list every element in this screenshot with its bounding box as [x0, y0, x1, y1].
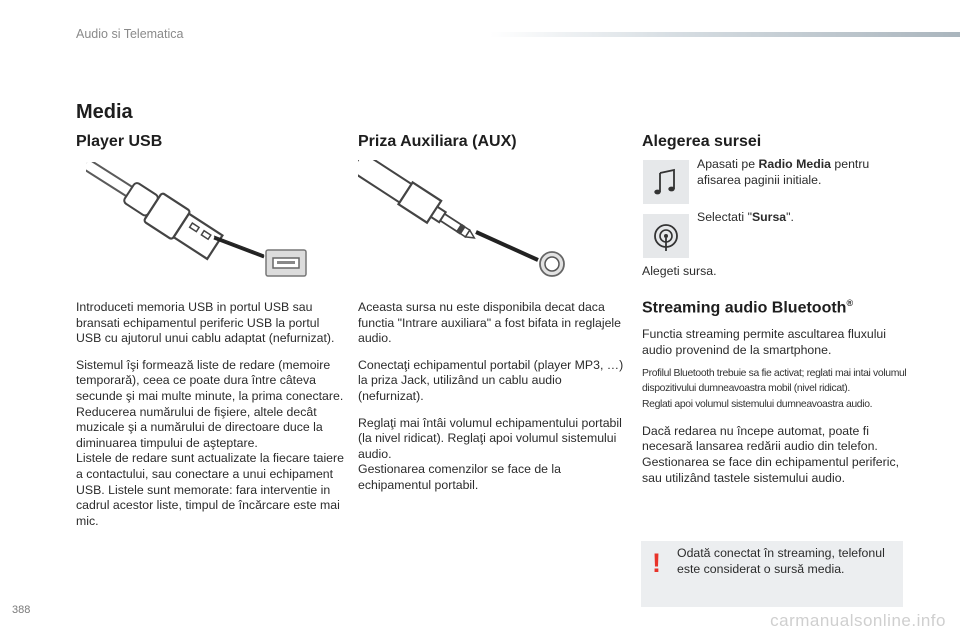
aux-text	[358, 300, 628, 494]
aux-paragraph-1: Aceasta sursa nu este disponibila decat daca functia "Intrare auxiliara" a fost bifata in reglajele audio.	[358, 300, 622, 346]
watermark: carmanualsonline.info	[770, 611, 946, 630]
bluetooth-paragraph-3: Gestionarea se face din echipamentul periferic, sau utilizând tastele sistemului audio.	[642, 454, 900, 485]
usb-paragraph-3: Reducerea numărului de fişiere, altele decât muzicale şi a numărului de directoare duce la diminuarea timpului de aşteptare.	[76, 404, 323, 450]
bluetooth-text	[642, 327, 910, 486]
aux-heading: Priza Auxiliara (AUX)	[358, 133, 517, 150]
step1-text-end: pentru afisarea paginii initiale.	[697, 157, 870, 187]
aux-paragraph-4: Gestionarea comenzilor se face de la echipamentul portabil.	[358, 462, 562, 492]
source-button[interactable]	[643, 214, 689, 258]
bluetooth-paragraph-2: Dacă redarea nu începe automat, poate fi necesară lansarea redării audio din telefon.	[642, 423, 878, 454]
usb-paragraph-1: Introduceti memoria USB in portul USB sau bransati echipamentul periferic USB la portul USB cu ajutorul unui cablu adaptat (nefurnizat).	[76, 300, 335, 346]
usb-heading: Player USB	[76, 133, 163, 150]
usb-illustration	[86, 162, 316, 284]
usb-paragraph-4: Listele de redare sunt actualizate la fiecare taiere a contactului, sau conectare a unui echipament USB. Listele sunt memorate: fara interventie in cadrul acestor liste, timpul de încărcare este mai mic.	[76, 451, 344, 528]
music-note-icon	[643, 160, 689, 204]
radio-source-icon	[643, 214, 689, 258]
source-choose: Alegeti sursa.	[642, 264, 717, 278]
bluetooth-heading	[642, 298, 932, 317]
step2-bold: Sursa	[751, 210, 787, 224]
usb-text	[76, 300, 344, 529]
bluetooth-heading-text: Streaming audio Bluetooth	[642, 299, 847, 317]
source-heading: Alegerea sursei	[642, 133, 762, 150]
step1-text: Apasati pe	[697, 157, 759, 171]
bluetooth-paragraph-1: Functia streaming permite ascultarea fluxului audio provenind de la smartphone.	[642, 327, 886, 357]
page-number: 388	[12, 604, 31, 616]
music-button[interactable]	[643, 160, 689, 204]
step2-text-end: ".	[786, 210, 794, 224]
bluetooth-note-2: Reglati apoi volumul sistemului dumneavoastra audio.	[642, 398, 873, 410]
usb-paragraph-2: Sistemul îşi formează liste de redare (memoire temporară), ceea ce poate dura între câteva secunde şi mai multe minute, la prima conectare.	[76, 357, 344, 403]
bluetooth-note-1: Profilul Bluetooth trebuie sa fie activat; reglati mai intai volumul dispozitivului dumneavoastra mobil (nivel ridicat).	[642, 368, 907, 395]
warning-icon: !	[652, 548, 661, 578]
source-step-1	[697, 157, 902, 188]
registered-mark: ®	[846, 298, 854, 308]
section-header: Audio si Telematica	[76, 27, 184, 41]
aux-paragraph-2: Conectaţi echipamentul portabil (player MP3, …) la priza Jack, utilizând un cablu audio (nefurnizat).	[358, 357, 624, 403]
warning-text: Odată conectat în streaming, telefonul este considerat o sursă media.	[677, 546, 885, 576]
aux-jack-illustration	[358, 160, 573, 280]
header-bar	[490, 32, 960, 37]
page-title: Media	[76, 101, 133, 123]
source-step-2	[697, 210, 902, 226]
aux-paragraph-3: Reglaţi mai întâi volumul echipamentului portabil (la nivel ridicat). Reglaţi apoi volumul sistemului audio.	[358, 415, 622, 461]
step2-text: Selectati "	[697, 210, 752, 224]
step1-bold: Radio Media	[758, 157, 831, 171]
